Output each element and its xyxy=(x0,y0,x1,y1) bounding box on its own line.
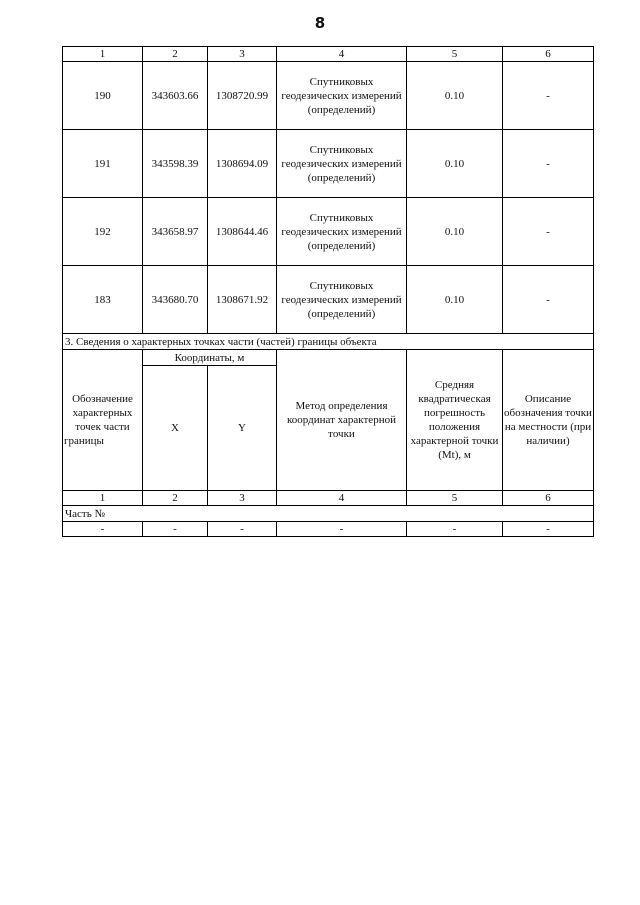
method: Спутниковых геодезических измерений (определений) xyxy=(277,62,407,130)
description: - xyxy=(503,130,594,198)
header-x: X xyxy=(143,366,208,491)
section-title: 3. Сведения о характерных точках части (частей) границы объекта xyxy=(63,334,594,350)
header-method: Метод определения координат характерной точки xyxy=(277,350,407,491)
empty-cell: - xyxy=(277,522,407,537)
empty-cell: - xyxy=(407,522,503,537)
table-row xyxy=(63,266,594,334)
header-point: Обозначение характерных точек части границы xyxy=(63,350,143,491)
column-number-row xyxy=(63,491,594,506)
coord-y: 1308644.46 xyxy=(208,198,277,266)
method: Спутниковых геодезических измерений (определений) xyxy=(277,198,407,266)
coord-x: 343598.39 xyxy=(143,130,208,198)
col-number: 3 xyxy=(208,491,277,506)
empty-cell: - xyxy=(503,522,594,537)
method: Спутниковых геодезических измерений (определений) xyxy=(277,130,407,198)
page-number: 8 xyxy=(314,14,326,32)
coord-x: 343658.97 xyxy=(143,198,208,266)
point-id: 183 xyxy=(63,266,143,334)
header-error: Средняя квадратическая погрешность положения характерной точки (Mt), м xyxy=(407,350,503,491)
table-row xyxy=(63,62,594,130)
method: Спутниковых геодезических измерений (определений) xyxy=(277,266,407,334)
header-description: Описание обозначения точки на местности (при наличии) xyxy=(503,350,594,491)
description: - xyxy=(503,266,594,334)
col-number: 5 xyxy=(407,47,503,62)
description: - xyxy=(503,62,594,130)
col-number: 1 xyxy=(63,491,143,506)
col-number: 2 xyxy=(143,491,208,506)
boundary-points-table xyxy=(62,46,594,537)
col-number: 2 xyxy=(143,47,208,62)
error: 0.10 xyxy=(407,198,503,266)
col-number: 1 xyxy=(63,47,143,62)
part-label: Часть № xyxy=(63,506,594,522)
section-3-header-row xyxy=(63,350,594,366)
col-number: 5 xyxy=(407,491,503,506)
point-id: 192 xyxy=(63,198,143,266)
empty-cell: - xyxy=(208,522,277,537)
col-number: 4 xyxy=(277,491,407,506)
table-row xyxy=(63,130,594,198)
table-row xyxy=(63,522,594,537)
col-number: 3 xyxy=(208,47,277,62)
coord-y: 1308720.99 xyxy=(208,62,277,130)
col-number: 6 xyxy=(503,47,594,62)
error: 0.10 xyxy=(407,266,503,334)
header-coordinates: Координаты, м xyxy=(143,350,277,366)
col-number: 6 xyxy=(503,491,594,506)
error: 0.10 xyxy=(407,130,503,198)
section-3-title-row xyxy=(63,334,594,350)
empty-cell: - xyxy=(143,522,208,537)
point-id: 190 xyxy=(63,62,143,130)
col-number: 4 xyxy=(277,47,407,62)
point-id: 191 xyxy=(63,130,143,198)
coord-x: 343680.70 xyxy=(143,266,208,334)
part-label-row xyxy=(63,506,594,522)
empty-cell: - xyxy=(63,522,143,537)
description: - xyxy=(503,198,594,266)
error: 0.10 xyxy=(407,62,503,130)
table-row xyxy=(63,198,594,266)
coord-y: 1308671.92 xyxy=(208,266,277,334)
header-y: Y xyxy=(208,366,277,491)
coord-y: 1308694.09 xyxy=(208,130,277,198)
coord-x: 343603.66 xyxy=(143,62,208,130)
column-number-row xyxy=(63,47,594,62)
